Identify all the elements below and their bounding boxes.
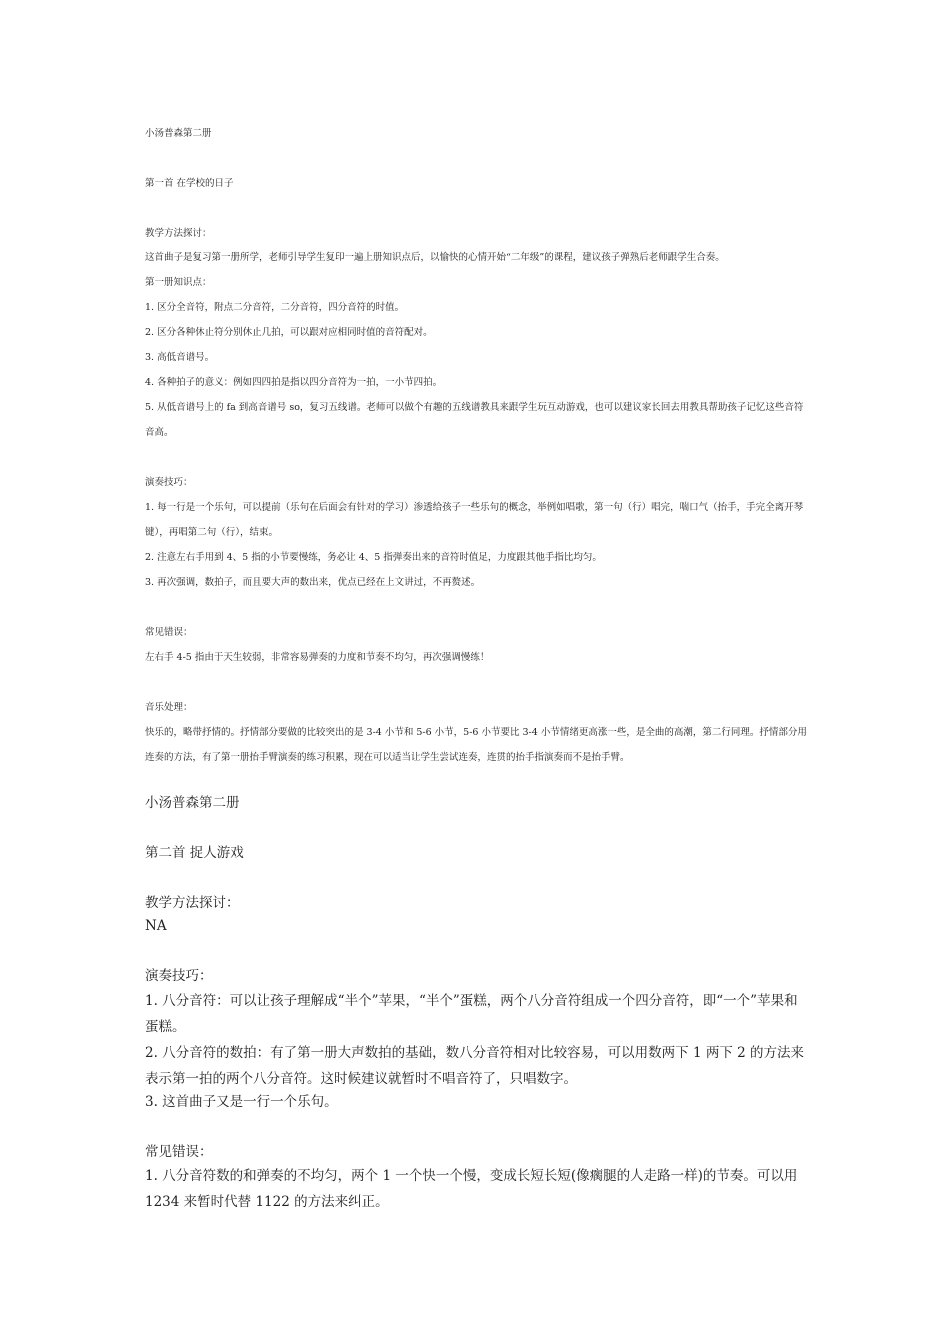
teaching-text: NA xyxy=(145,918,167,934)
teaching-text: 这首曲子是复习第一册所学，老师引导学生复印一遍上册知识点后，以愉快的心情开始“二年级”的课程，建议孩子弹熟后老师跟学生合奏。 xyxy=(145,252,725,263)
knowledge-item: 5. 从低音谱号上的 fa 到高音谱号 so，复习五线谱。老师可以做个有趣的五线谱教具来跟学生玩互动游戏，也可以建议家长回去用教具帮助孩子记忆这些音符音高。 xyxy=(145,402,804,438)
teaching-heading: 教学方法探讨： xyxy=(145,228,212,239)
technique-item: 3. 再次强调，数拍子，而且要大声的数出来，优点已经在上文讲过，不再赘述。 xyxy=(145,577,481,588)
knowledge-item: 2. 区分各种休止符分别休止几拍，可以跟对应相同时值的音符配对。 xyxy=(145,327,433,338)
technique-heading: 演奏技巧： xyxy=(145,968,213,984)
mistakes-item: 1. 八分音符数的和弹奏的不均匀，两个 1 一个快一个慢，变成长短长短(像瘸腿的人走路一样)的节奏。可以用 1234 来暂时代替 1122 的方法来纠正。 xyxy=(145,1168,798,1210)
technique-item: 1. 每一行是一个乐句，可以提前（乐句在后面会有针对的学习）渗透给孩子一些乐句的概念，举例如唱歌，第一句（行）唱完，喘口气（抬手，手完全离开琴键），再唱第二句（行），结束。 xyxy=(145,502,804,538)
teaching-heading: 教学方法探讨： xyxy=(145,895,240,911)
technique-heading: 演奏技巧： xyxy=(145,477,193,488)
technique-item: 1. 八分音符：可以让孩子理解成“半个”苹果，“半个”蛋糕，两个八分音符组成一个四分音符，即“一个”苹果和蛋糕。 xyxy=(145,993,798,1035)
music-text: 快乐的，略带抒情的。抒情部分要做的比较突出的是 3-4 小节和 5-6 小节，5-6 小节要比 3-4 小节情绪更高涨一些，是全曲的高潮，第二行同理。抒情部分用连奏的方法，有了第一册抬手臂演奏的练习积累，现在可以适当让学生尝试连奏，连贯的抬手指演奏而不是抬手臂。 xyxy=(145,727,807,763)
mistakes-heading: 常见错误： xyxy=(145,1144,213,1160)
knowledge-item: 1. 区分全音符，附点二分音符，二分音符，四分音符的时值。 xyxy=(145,302,405,313)
song-title: 第一首 在学校的日子 xyxy=(145,178,234,189)
technique-item: 2. 注意左右手用到 4、5 指的小节要慢练，务必让 4、5 指弹奏出来的音符时值足，力度跟其他手指比均匀。 xyxy=(145,552,602,563)
technique-item: 3. 这首曲子又是一行一个乐句。 xyxy=(145,1094,338,1110)
song-title: 第二首 捉人游戏 xyxy=(145,845,244,861)
book-title: 小汤普森第二册 xyxy=(145,795,240,811)
technique-item: 2. 八分音符的数拍：有了第一册大声数拍的基础，数八分音符相对比较容易，可以用数两下 1 两下 2 的方法来表示第一拍的两个八分音符。这时候建议就暂时不唱音符了，只唱数字。 xyxy=(145,1045,805,1087)
knowledge-heading: 第一册知识点： xyxy=(145,277,212,288)
mistakes-heading: 常见错误： xyxy=(145,627,193,638)
book-title: 小汤普森第二册 xyxy=(145,128,212,139)
music-heading: 音乐处理： xyxy=(145,702,193,713)
knowledge-item: 4. 各种拍子的意义：例如四四拍是指以四分音符为一拍，一小节四拍。 xyxy=(145,377,443,388)
knowledge-item: 3. 高低音谱号。 xyxy=(145,352,215,363)
mistakes-text: 左右手 4-5 指由于天生较弱，非常容易弹奏的力度和节奏不均匀，再次强调慢练！ xyxy=(145,652,490,663)
